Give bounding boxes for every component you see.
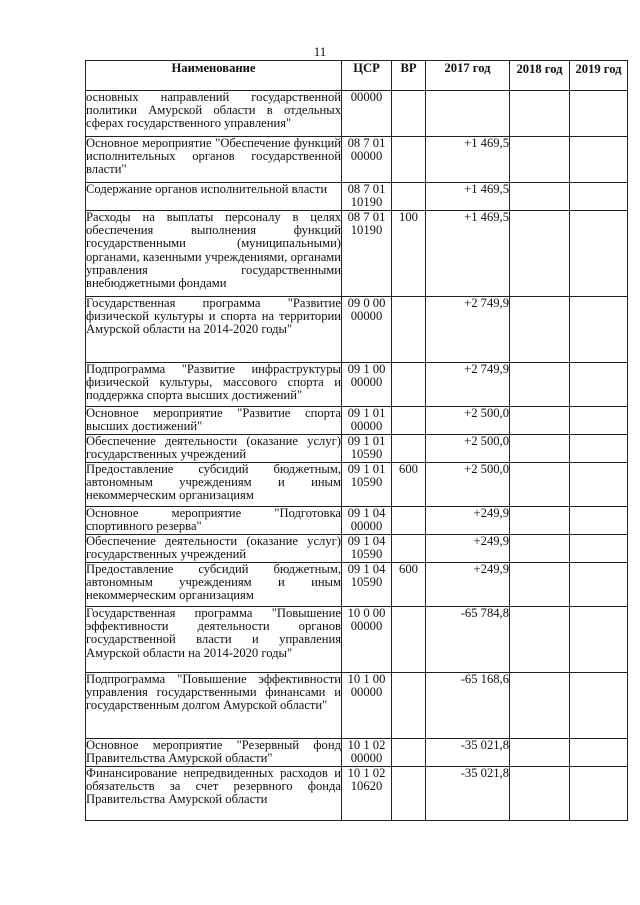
table-row (86, 507, 628, 535)
row-2019 (570, 507, 628, 535)
row-name: Предоставление субсидий бюджетным, автономным учреждениям и иным некоммерческим организациям (86, 563, 342, 607)
row-csr: 09 1 04 10590 (342, 535, 392, 563)
header-vr: ВР (392, 61, 426, 91)
row-2017: +1 469,5 (426, 183, 510, 211)
row-vr: 600 (392, 463, 426, 507)
row-csr: 09 1 04 00000 (342, 507, 392, 535)
row-vr (392, 607, 426, 673)
row-2018 (510, 507, 570, 535)
row-name: Государственная программа "Развитие физической культуры и спорта на территории Амурской области на 2014-2020 годы" (86, 297, 342, 363)
row-2019 (570, 767, 628, 821)
row-2018 (510, 607, 570, 673)
row-2017: +2 500,0 (426, 463, 510, 507)
row-vr (392, 507, 426, 535)
row-name: Основное мероприятие "Подготовка спортивного резерва" (86, 506, 341, 534)
row-csr: 09 1 01 00000 (342, 407, 392, 435)
row-2019 (570, 607, 628, 673)
row-csr: 09 1 04 10590 (342, 563, 392, 607)
row-vr: 100 (392, 211, 426, 297)
row-csr: 09 1 00 00000 (342, 363, 392, 407)
row-name: Обеспечение деятельности (оказание услуг) государственных учреждений (86, 434, 341, 462)
row-2018 (510, 363, 570, 407)
table-row (86, 137, 628, 183)
row-2018 (510, 297, 570, 363)
table-row (86, 673, 628, 739)
table-row (86, 739, 628, 767)
row-2017: +249,9 (426, 507, 510, 535)
row-csr: 09 1 01 10590 (342, 435, 392, 463)
row-csr: 00000 (342, 91, 392, 137)
table-row (86, 463, 628, 507)
budget-table (85, 60, 628, 821)
row-2019 (570, 211, 628, 297)
row-vr (392, 435, 426, 463)
table-row (86, 211, 628, 297)
row-name: Обеспечение деятельности (оказание услуг) государственных учреждений (86, 534, 341, 562)
header-csr: ЦСР (342, 61, 392, 91)
row-2019 (570, 91, 628, 137)
row-name: Подпрограмма "Повышение эффективности управления государственными финансами и государственным долгом Амурской области" (86, 673, 342, 739)
header-2019: 2019 год (570, 61, 628, 91)
row-2018 (510, 463, 570, 507)
table-row (86, 91, 628, 137)
row-name: Финансирование непредвиденных расходов и обязательств за счет резервного фонда Правительства Амурской области (86, 767, 342, 821)
row-vr: 600 (392, 563, 426, 607)
table-row (86, 297, 628, 363)
row-name: Содержание органов исполнительной власти (86, 183, 342, 211)
row-2018 (510, 535, 570, 563)
table-row (86, 563, 628, 607)
row-2019 (570, 407, 628, 435)
row-2017: -65 784,8 (426, 607, 510, 673)
row-vr (392, 407, 426, 435)
row-2018 (510, 407, 570, 435)
row-vr (392, 767, 426, 821)
row-csr: 09 1 01 10590 (342, 463, 392, 507)
table-row (86, 767, 628, 821)
row-2019 (570, 463, 628, 507)
row-2019 (570, 137, 628, 183)
row-vr (392, 363, 426, 407)
row-vr (392, 183, 426, 211)
row-2017: -65 168,6 (426, 673, 510, 739)
row-vr (392, 739, 426, 767)
row-2018 (510, 739, 570, 767)
row-vr (392, 137, 426, 183)
row-name: Государственная программа "Повышение эффективности деятельности органов государственной власти и управления Амурской области на 2014-2020 годы" (86, 607, 342, 673)
row-2017: +2 749,9 (426, 363, 510, 407)
table-row (86, 407, 628, 435)
row-2018 (510, 211, 570, 297)
row-2017 (426, 91, 510, 137)
row-name: основных направлений государственной политики Амурской области в отдельных сферах государственного управления" (86, 91, 342, 137)
row-2019 (570, 183, 628, 211)
row-name: Предоставление субсидий бюджетным, автономным учреждениям и иным некоммерческим организациям (86, 463, 342, 507)
row-2019 (570, 739, 628, 767)
row-vr (392, 297, 426, 363)
row-2019 (570, 563, 628, 607)
row-csr: 08 7 01 10190 (342, 211, 392, 297)
row-csr: 10 1 02 10620 (342, 767, 392, 821)
table-row (86, 183, 628, 211)
row-2018 (510, 183, 570, 211)
row-2017: -35 021,8 (426, 767, 510, 821)
row-2019 (570, 363, 628, 407)
row-2017: +1 469,5 (426, 137, 510, 183)
row-name: Подпрограмма "Развитие инфраструктуры физической культуры, массового спорта и поддержка спорта высших достижений" (86, 363, 342, 407)
row-2017: +249,9 (426, 535, 510, 563)
table-row (86, 535, 628, 563)
row-csr: 10 0 00 00000 (342, 607, 392, 673)
table-body (86, 91, 628, 821)
row-name: Основное мероприятие "Обеспечение функций исполнительных органов государственной власти" (86, 137, 342, 183)
row-name: Основное мероприятие "Резервный фонд Правительства Амурской области" (86, 738, 341, 766)
row-2019 (570, 297, 628, 363)
row-2019 (570, 673, 628, 739)
row-2018 (510, 673, 570, 739)
row-vr (392, 673, 426, 739)
row-2019 (570, 435, 628, 463)
header-name: Наименование (86, 61, 342, 91)
row-2017: +1 469,5 (426, 211, 510, 297)
row-vr (392, 535, 426, 563)
table-row (86, 607, 628, 673)
row-2017: +249,9 (426, 563, 510, 607)
row-2017: -35 021,8 (426, 739, 510, 767)
row-name: Расходы на выплаты персоналу в целях обеспечения выполнения функций государственными (муниципальными) органами, казенными учреждениями, органами управления государственными внебюджетными фондами (86, 211, 342, 297)
row-2017: +2 500,0 (426, 435, 510, 463)
table-row (86, 363, 628, 407)
row-2018 (510, 137, 570, 183)
row-2018 (510, 563, 570, 607)
row-vr (392, 91, 426, 137)
row-csr: 08 7 01 00000 (342, 137, 392, 183)
row-csr: 10 1 02 00000 (342, 739, 392, 767)
table-header-row (86, 61, 628, 91)
row-2019 (570, 535, 628, 563)
row-csr: 09 0 00 00000 (342, 297, 392, 363)
row-2017: +2 500,0 (426, 407, 510, 435)
page-number: 11 (313, 44, 327, 59)
row-2018 (510, 91, 570, 137)
row-2017: +2 749,9 (426, 297, 510, 363)
header-2017: 2017 год (426, 61, 510, 91)
row-2018 (510, 767, 570, 821)
row-csr: 08 7 01 10190 (342, 183, 392, 211)
row-name: Основное мероприятие "Развитие спорта высших достижений" (86, 406, 341, 434)
row-2018 (510, 435, 570, 463)
table-row (86, 435, 628, 463)
row-csr: 10 1 00 00000 (342, 673, 392, 739)
header-2018: 2018 год (510, 61, 570, 91)
